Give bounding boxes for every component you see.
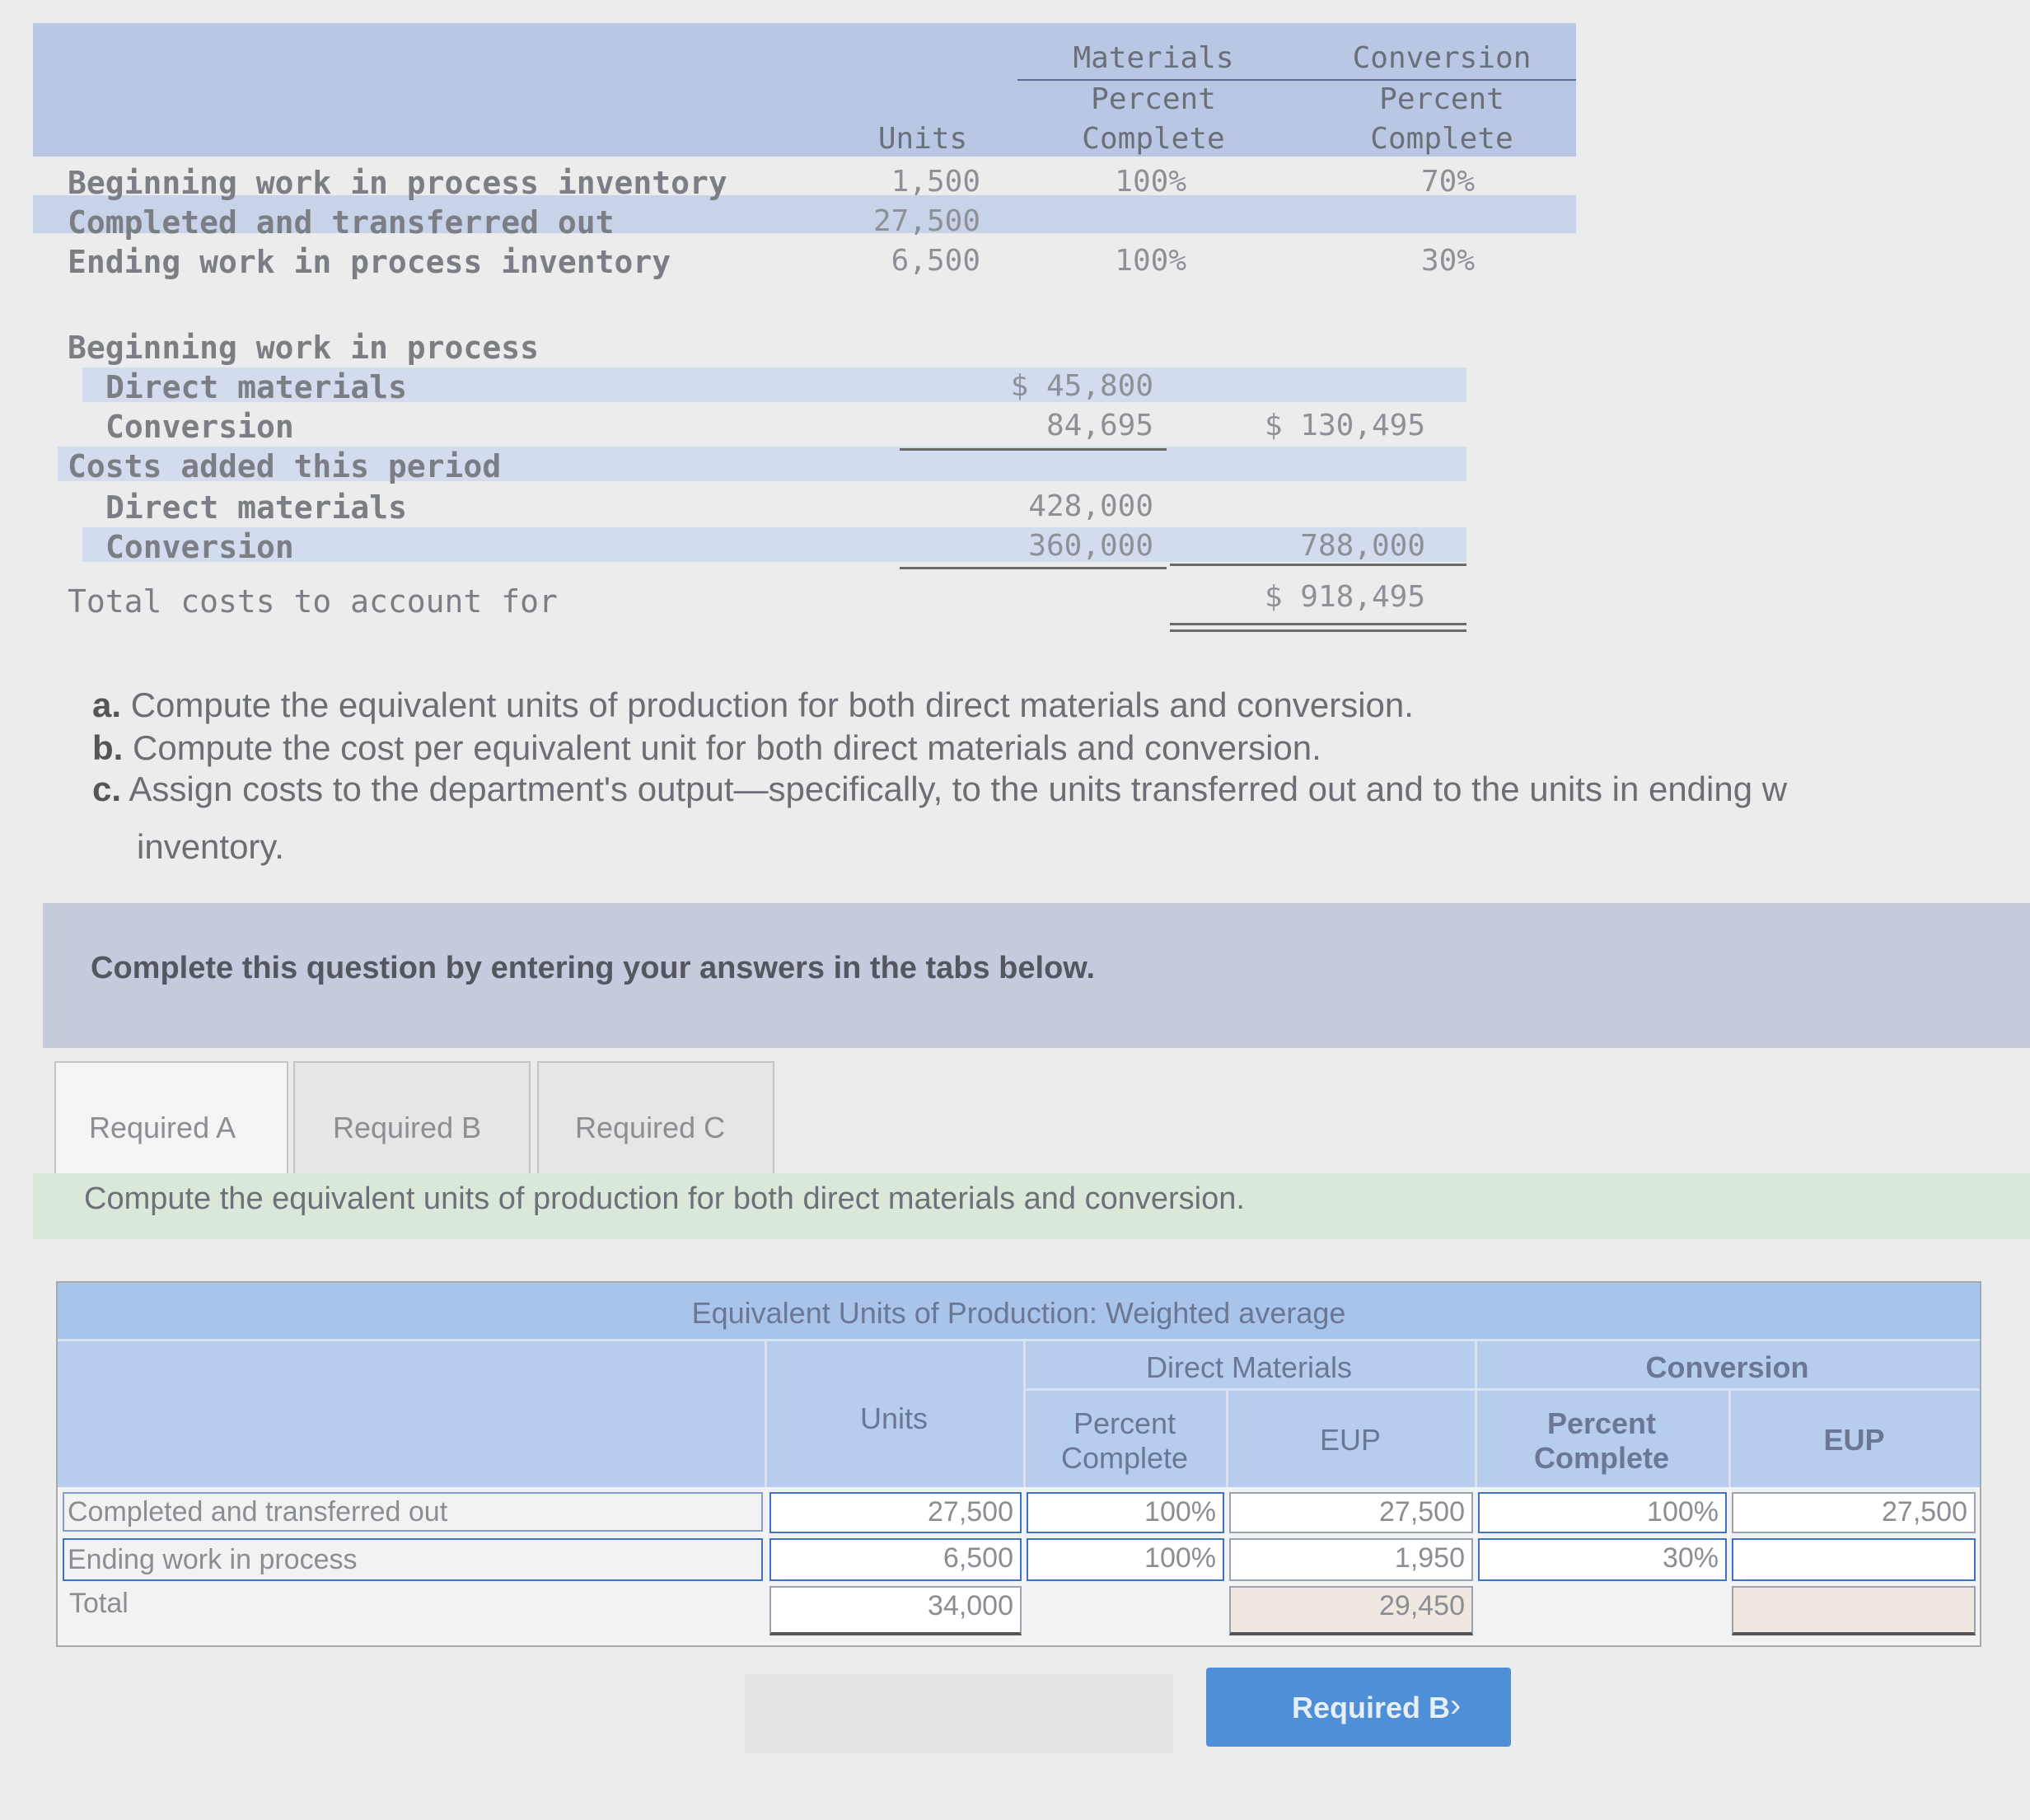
required-panel	[33, 1173, 2030, 1239]
units-total: 34,000	[769, 1586, 1022, 1635]
total-costs-value: $ 918,495	[1264, 580, 1425, 614]
tab-required-a[interactable]	[54, 1061, 288, 1186]
header-rule	[1017, 79, 1576, 81]
question-b-prefix: b.	[92, 728, 124, 767]
total-costs-label: Total costs to account for	[68, 583, 558, 620]
instruction-banner	[43, 903, 2030, 1048]
question-a-text: Compute the equivalent units of production for both direct materials and conversion.	[130, 685, 1414, 724]
next-required-b-button[interactable]	[1206, 1668, 1511, 1747]
conv-eup-total	[1732, 1586, 1976, 1635]
dm-pct-input-completed[interactable]: 100%	[1027, 1492, 1224, 1533]
row-label-ending-wip: Ending work in process	[63, 1538, 763, 1581]
dm-eup-ending-wip: 1,950	[1229, 1538, 1473, 1581]
subtotal-rule	[900, 567, 1167, 569]
added-total: 788,000	[1300, 529, 1425, 563]
eup-table	[56, 1281, 1981, 1647]
added-label: Costs added this period	[68, 448, 502, 484]
question-c-text: Assign costs to the department's output—specifically, to the units transferred out and to the units in ending w	[129, 770, 1788, 808]
dm-pct-col-header-1: Percent	[1073, 1406, 1176, 1440]
dm-group-header: Direct Materials	[1145, 1350, 1353, 1384]
conversion-complete: Complete	[1370, 122, 1513, 156]
conv-pct-input-completed[interactable]: 100%	[1478, 1492, 1727, 1533]
prev-button-placeholder	[745, 1674, 1173, 1753]
tab-label: Required A	[89, 1111, 236, 1144]
units-col-header: Units	[859, 1401, 928, 1435]
bwip-cost-label: Beginning work in process	[68, 330, 539, 366]
materials-complete: Complete	[1082, 122, 1225, 156]
eup-title: Equivalent Units of Production: Weighted average	[691, 1296, 1346, 1330]
double-rule-top	[1170, 623, 1466, 625]
units-input-ending-wip[interactable]: 6,500	[769, 1538, 1022, 1581]
tab-required-c[interactable]	[537, 1061, 774, 1186]
row-label-completed: Completed and transferred out	[63, 1492, 763, 1532]
added-conv-value: 360,000	[1028, 529, 1153, 563]
dm-pct-col-header-2: Complete	[1060, 1441, 1189, 1475]
bwip-conv-value: 84,695	[1045, 409, 1153, 442]
question-b-text: Compute the cost per equivalent unit for both direct materials and conversion.	[133, 728, 1321, 767]
question-a-prefix: a.	[92, 685, 122, 724]
materials-header: Materials	[1073, 41, 1234, 75]
materials-percent: Percent	[1091, 82, 1216, 116]
conv-pct-input-ending-wip[interactable]: 30%	[1478, 1538, 1727, 1581]
instruction-text: Complete this question by entering your answers in the tabs below.	[91, 951, 1096, 985]
bwip-conversion-pct: 70%	[1420, 165, 1475, 199]
grid-line	[58, 1339, 1980, 1341]
question-c	[92, 770, 1787, 809]
question-a	[92, 685, 1414, 725]
bwip-total: $ 130,495	[1264, 409, 1425, 442]
tab-label: Required C	[575, 1111, 726, 1144]
conversion-header: Conversion	[1352, 41, 1532, 75]
dm-eup-col-header: EUP	[1319, 1423, 1382, 1457]
ewip-conversion-pct: 30%	[1420, 244, 1475, 278]
question-c-prefix: c.	[92, 770, 122, 808]
dm-eup-total: 29,450	[1229, 1586, 1473, 1635]
subtotal-rule	[1170, 564, 1466, 566]
required-prompt: Compute the equivalent units of production for both direct materials and conversion.	[84, 1181, 1245, 1216]
tab-required-b[interactable]	[293, 1061, 531, 1186]
dm-pct-input-ending-wip[interactable]: 100%	[1027, 1538, 1224, 1581]
ewip-units: 6,500	[891, 244, 980, 278]
next-button-label: Required B	[1292, 1691, 1451, 1724]
units-header: Units	[877, 122, 968, 156]
bwip-dm-value: $ 45,800	[1010, 369, 1153, 403]
conv-eup-col-header: EUP	[1823, 1423, 1885, 1457]
conv-pct-col-header-1: Percent	[1546, 1406, 1657, 1440]
bwip-materials-pct: 100%	[1115, 165, 1186, 199]
added-conv-label: Conversion	[105, 529, 294, 565]
row-label-completed: Completed and transferred out	[68, 204, 615, 241]
conv-pct-col-header-2: Complete	[1533, 1441, 1670, 1475]
added-dm-label: Direct materials	[105, 489, 408, 526]
question-c-continuation: inventory.	[137, 827, 284, 866]
row-label-bwip: Beginning work in process inventory	[68, 165, 727, 201]
row-label-ewip: Ending work in process inventory	[68, 244, 671, 280]
chevron-right-icon: ›	[1450, 1687, 1462, 1724]
double-rule-bottom	[1170, 629, 1466, 632]
grid-line	[1023, 1388, 1980, 1391]
row-label-total: Total	[69, 1588, 129, 1619]
conv-group-header: Conversion	[1645, 1350, 1809, 1384]
subtotal-rule	[900, 448, 1167, 451]
ewip-materials-pct: 100%	[1115, 244, 1186, 278]
conv-eup-completed: 27,500	[1732, 1492, 1976, 1533]
question-b	[92, 728, 1321, 768]
added-dm-value: 428,000	[1028, 489, 1153, 523]
completed-units: 27,500	[872, 204, 980, 238]
conv-eup-input-ending-wip[interactable]	[1732, 1538, 1976, 1581]
bwip-units: 1,500	[891, 165, 980, 199]
units-input-completed[interactable]: 27,500	[769, 1492, 1022, 1533]
bwip-dm-label: Direct materials	[105, 369, 408, 405]
bwip-conv-label: Conversion	[105, 409, 294, 445]
dm-eup-completed: 27,500	[1229, 1492, 1473, 1533]
tab-label: Required B	[333, 1111, 482, 1144]
conversion-percent: Percent	[1379, 82, 1504, 116]
